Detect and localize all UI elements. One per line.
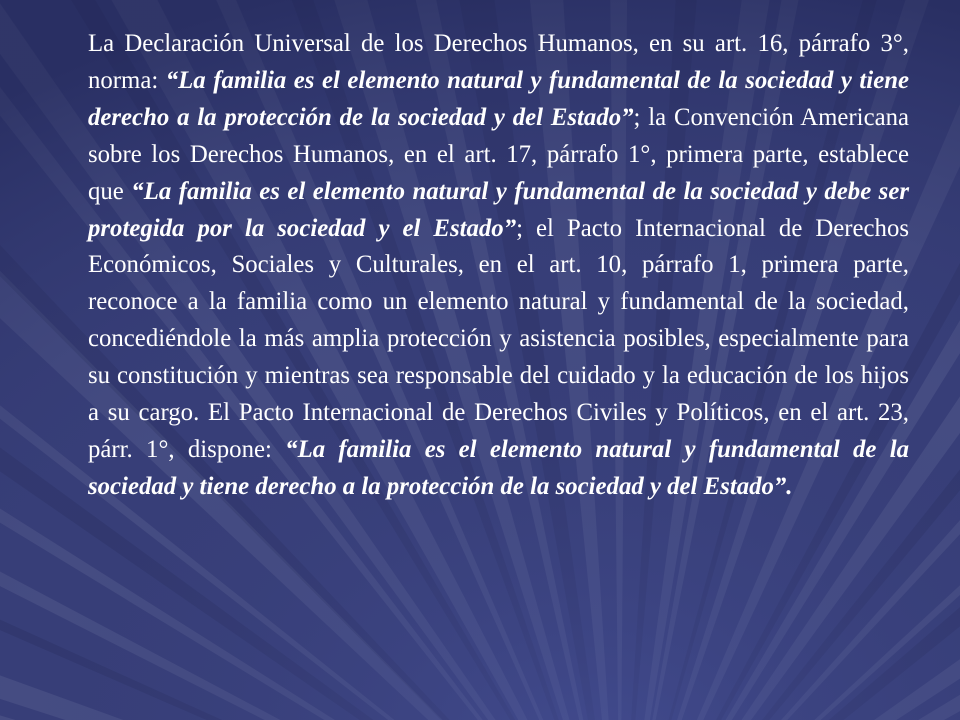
quoted-article-text: “La familia es el elemento natural y fundamental de la sociedad y tiene derecho a la protección de la sociedad y del Estado”. <box>88 435 909 500</box>
quoted-article-text: “La familia es el elemento natural y fundamental de la sociedad y debe ser protegida por la sociedad y el Estado” <box>88 177 909 242</box>
body-text-run: La Declaración Universal de los Derechos Humanos, en su art. 16, párrafo 3°, norma: <box>88 30 909 94</box>
quoted-article-text: “La familia es el elemento natural y fundamental de la sociedad y tiene derecho a la protección de la sociedad y del Estado” <box>88 66 909 131</box>
body-text-run: ; la Convención Americana sobre los Derechos Humanos, en el art. 17, párrafo 1°, primera parte, establece que <box>88 103 909 205</box>
body-text-run: ; el Pacto Internacional de Derechos Económicos, Sociales y Culturales, en el art. 10, párrafo 1, primera parte, reconoce a la familia como un elemento natural y fundamental de la sociedad, concediéndole la más amplia protección y asistencia posibles, especialmente para su constitución y mientras sea responsable del cuidado y la educación de los hijos a su cargo. El Pacto Internacional de Derechos Civiles y Políticos, en el art. 23, párr. 1°, dispone: <box>88 214 909 463</box>
body-paragraph <box>88 26 909 506</box>
